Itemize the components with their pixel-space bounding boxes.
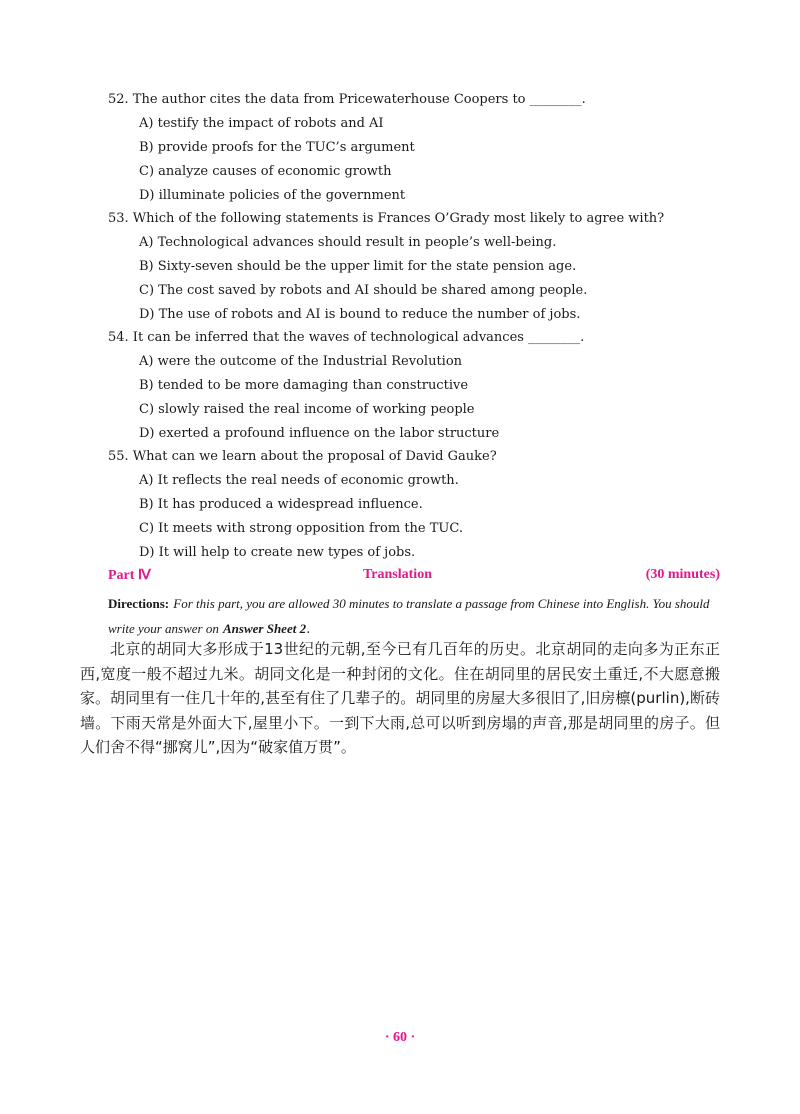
part-title: Translation — [363, 567, 432, 582]
directions — [108, 592, 720, 642]
question-54-stem: 54. It can be inferred that the waves of technological advances ________. — [108, 330, 585, 345]
translation-passage: 北京的胡同大多形成于13世纪的元朝,至今已有几百年的历史。北京胡同的走向多为正东正西,宽度一般不超过九米。胡同文化是一种封闭的文化。住在胡同里的居民安土重迁,不大愿意搬家。胡同里有一住几十年的,甚至有住了几辈子的。胡同里的房屋大多很旧了,旧房檩(purlin),断砖墙。下雨天常是外面大下,屋里小下。一到下大雨,总可以听到房塌的声音,那是胡同里的房子。但人们舍不得“挪窝儿”,因为“破家值万贯”。 — [80, 640, 720, 756]
question-55-option-d: D) It will help to create new types of jobs. — [139, 545, 416, 560]
directions-text: For this part, you are allowed 30 minutes to translate a passage from Chinese into English. You should write your answer on — [108, 596, 710, 636]
answer-sheet-label: Answer Sheet 2 — [223, 621, 307, 636]
question-54-option-a: A) were the outcome of the Industrial Revolution — [139, 354, 463, 369]
directions-label: Directions: — [108, 596, 170, 611]
question-53-option-b: B) Sixty-seven should be the upper limit for the state pension age. — [139, 259, 577, 274]
question-52-stem: 52. The author cites the data from Pricewaterhouse Coopers to ________. — [108, 92, 586, 107]
question-54-option-d: D) exerted a profound influence on the labor structure — [139, 426, 500, 441]
directions-end: . — [306, 622, 311, 637]
question-53-option-c: C) The cost saved by robots and AI should be shared among people. — [139, 283, 588, 298]
question-55-option-c: C) It meets with strong opposition from the TUC. — [139, 521, 463, 536]
question-54-option-b: B) tended to be more damaging than constructive — [139, 378, 469, 393]
question-53-option-d: D) The use of robots and AI is bound to reduce the number of jobs. — [139, 307, 581, 322]
question-55-stem: 55. What can we learn about the proposal of David Gauke? — [108, 449, 497, 464]
question-54-option-c: C) slowly raised the real income of working people — [139, 402, 475, 417]
question-52-option-d: D) illuminate policies of the government — [139, 188, 406, 203]
question-52-option-b: B) provide proofs for the TUC’s argument — [139, 140, 415, 155]
part-time: (30 minutes) — [645, 567, 720, 582]
question-52-option-a: A) testify the impact of robots and AI — [139, 116, 384, 131]
question-55-option-a: A) It reflects the real needs of economic growth. — [139, 473, 459, 488]
question-55-option-b: B) It has produced a widespread influence. — [139, 497, 423, 512]
part-header — [108, 567, 720, 587]
part-label: Part Ⅳ — [108, 568, 151, 583]
question-53-stem: 53. Which of the following statements is Frances O’Grady most likely to agree with? — [108, 211, 665, 226]
page-number: · 60 · — [384, 1030, 416, 1045]
question-52-option-c: C) analyze causes of economic growth — [139, 164, 392, 179]
question-53-option-a: A) Technological advances should result in people’s well-being. — [139, 235, 557, 250]
